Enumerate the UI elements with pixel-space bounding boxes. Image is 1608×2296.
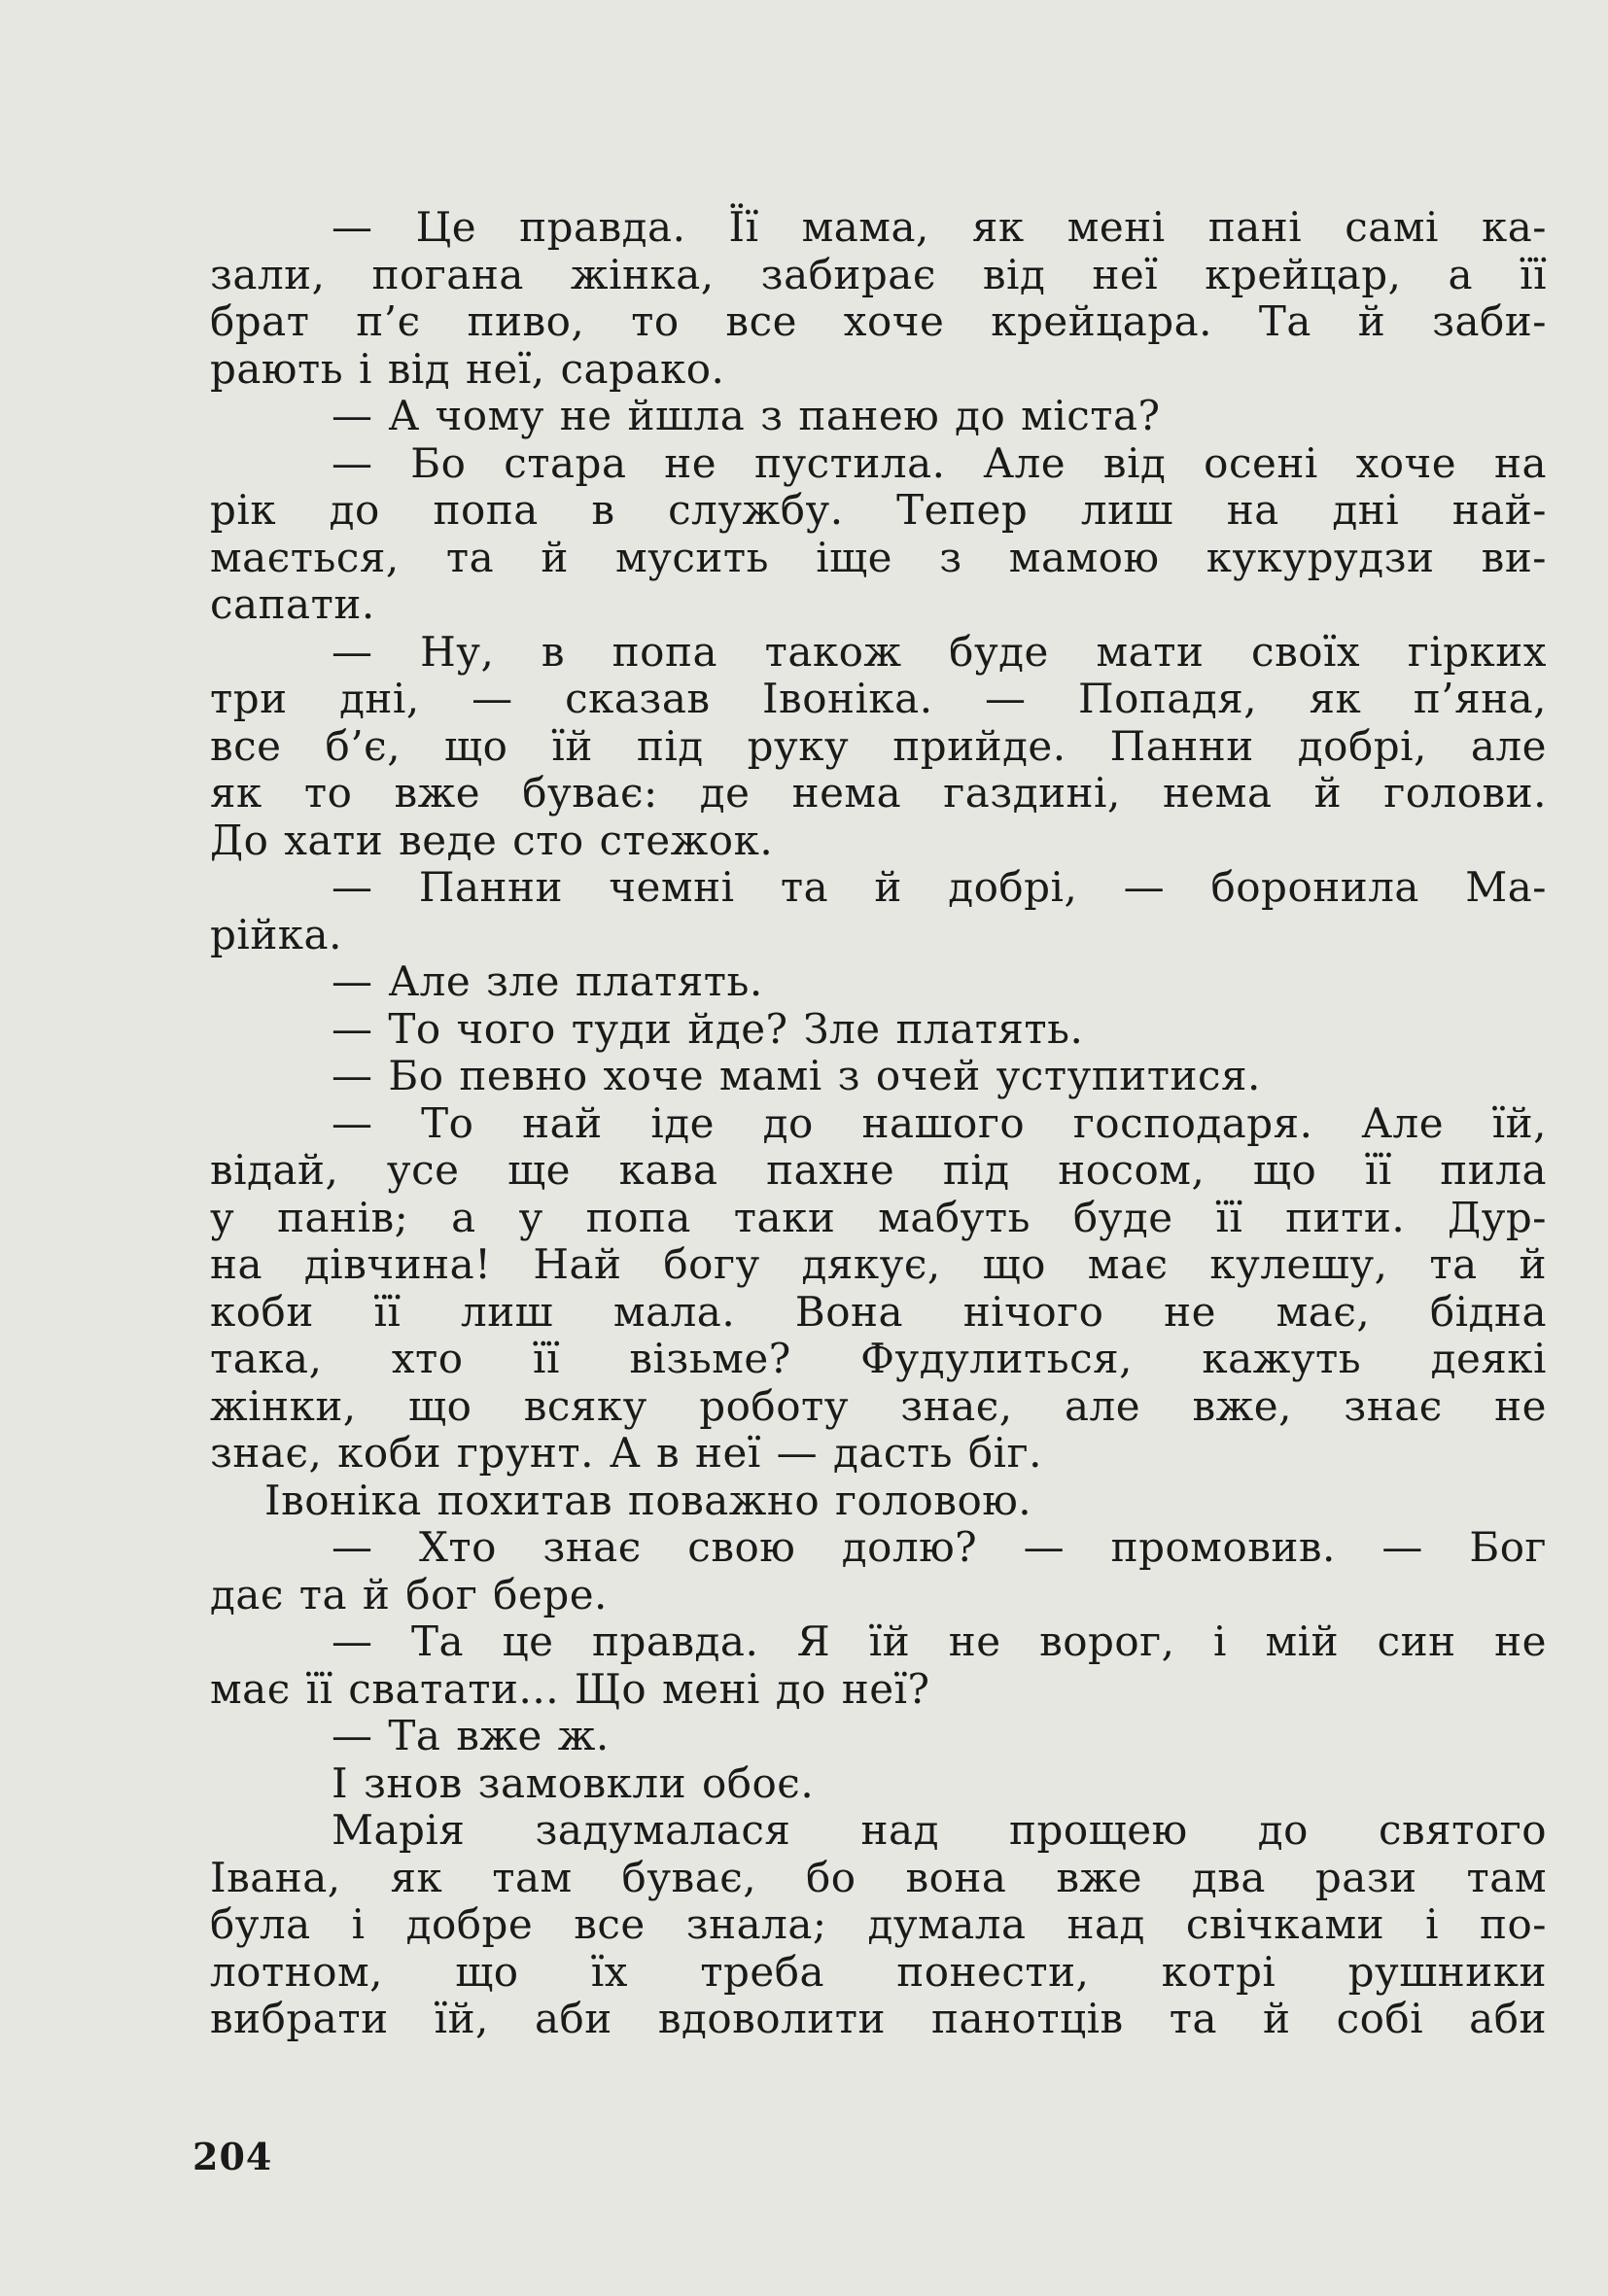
text-line: Івана, як там буває, бо вона вже два рази там [210, 1853, 1547, 1901]
text-line: — Ну, в попа також буде мати своїх гірких [332, 627, 1547, 676]
text-line: три дні, — сказав Івоніка. — Попадя, як п’яна, [210, 675, 1547, 722]
text-line: Марія задумалася над прощею до святого [332, 1806, 1547, 1854]
text-line: рійка. [210, 910, 342, 958]
text-line: — Бо стара не пустила. Але від осені хоче на [332, 438, 1547, 487]
text-line: — Та це правда. Я їй не ворог, і мій син не [332, 1618, 1547, 1665]
page-number: 204 [192, 2135, 273, 2178]
text-line: — Панни чемні та й добрі, — боронила Ма- [332, 863, 1547, 911]
text-line: відай, усе ще кава пахне під носом, що її пила [210, 1146, 1547, 1194]
text-line: коби її лиш мала. Вона нічого не має, бідна [210, 1287, 1547, 1336]
text-line: — Це правда. Її мама, як мені пані самі ка- [332, 203, 1547, 251]
text-line: така, хто її візьме? Фудулиться, кажуть деякі [210, 1335, 1547, 1382]
text-line: — Та вже ж. [332, 1712, 610, 1759]
text-line: — То най іде до нашого господаря. Але їй, [332, 1098, 1547, 1147]
text-line: жінки, що всяку роботу знає, але вже, знає не [210, 1381, 1547, 1430]
text-line: у панів; а у попа таки мабуть буде її пити. Дур- [210, 1193, 1547, 1241]
text-line: лотном, що їх треба понести, котрі рушники [210, 1947, 1547, 1996]
text-line: — Бо певно хоче мамі з очей уступитися. [332, 1052, 1261, 1099]
text-line: — Хто знає свою долю? — промовив. — Бог [332, 1523, 1547, 1571]
text-line: мається, та й мусить іще з мамою кукурудзи ви- [210, 533, 1547, 581]
text-line: як то вже буває: де нема газдині, нема й голови. [210, 769, 1547, 817]
text-line: рають і від неї, сарако. [210, 344, 725, 393]
body-text [210, 204, 1547, 2043]
text-line: вибрати їй, аби вдоволити панотців та й собі аби [210, 1995, 1547, 2042]
text-line: знає, коби грунт. А в неї — дасть біг. [210, 1429, 1042, 1477]
text-line: дає та й бог бере. [210, 1570, 608, 1618]
text-line: — А чому не йшла з панею до міста? [332, 392, 1161, 439]
text-line: має її сватати... Що мені до неї? [210, 1664, 930, 1713]
text-line: До хати веде сто стежок. [210, 816, 774, 864]
text-line: все б’є, що їй під руку прийде. Панни добрі, але [210, 721, 1547, 770]
text-line: Івоніка похитав поважно головою. [264, 1476, 1032, 1524]
text-line: була і добре все знала; думала над свічками і по- [210, 1900, 1547, 1948]
text-line: — Але зле платять. [332, 957, 763, 1005]
text-line: брат п’є пиво, то все хоче крейцара. Та й заби- [210, 297, 1547, 345]
text-line: — То чого туди йде? Зле платять. [332, 1004, 1084, 1053]
text-line: сапати. [210, 580, 375, 628]
text-line: І знов замовкли обоє. [332, 1758, 815, 1807]
text-line: рік до попа в службу. Тепер лиш на дні най- [210, 486, 1547, 534]
text-line: зали, погана жінка, забирає від неї крейцар, а її [210, 250, 1547, 298]
text-line: на дівчина! Най богу дякує, що має кулешу, та й [210, 1240, 1547, 1288]
